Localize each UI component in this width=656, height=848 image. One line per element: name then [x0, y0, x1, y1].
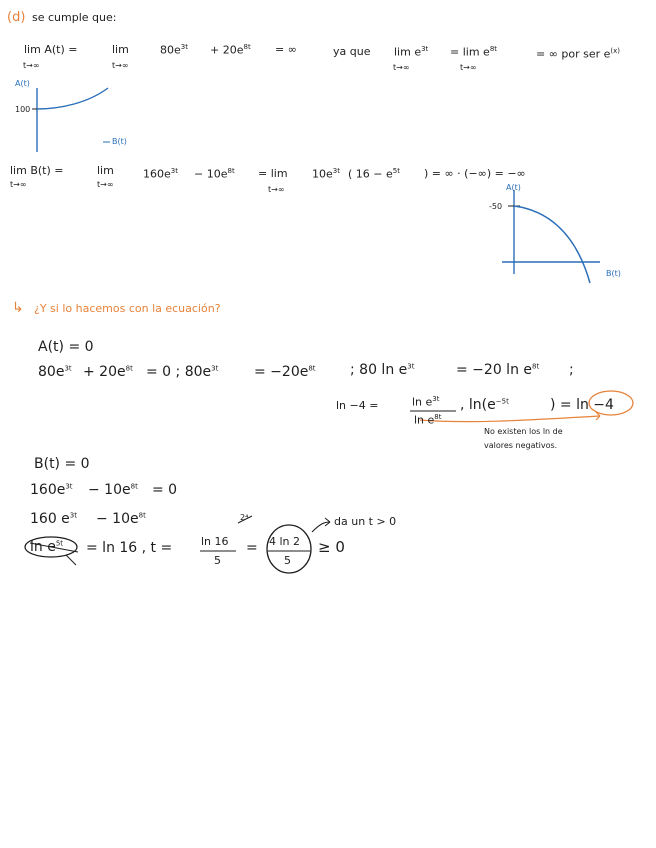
- lim-b-expr: $160e^{3t}$: [143, 167, 178, 181]
- eq-b-zero: = 0: [152, 482, 178, 498]
- eq-b-eq2: =: [246, 540, 258, 556]
- eq-a-20e: + $20e^{8t}$: [83, 364, 133, 380]
- eq-a-result: ) = ln −4: [550, 397, 614, 413]
- eq-a-semicolon: ;: [569, 362, 574, 378]
- lim-a-expr: $80e^{3t}$: [160, 43, 188, 57]
- eq-a-zero: = 0 ; $80e^{3t}$: [146, 364, 219, 380]
- part-intro: se cumple que:: [32, 11, 117, 24]
- lim-b-eq: = lim: [258, 167, 288, 180]
- graph-a-axis-label: A(t): [15, 79, 30, 88]
- eq-a-frac-den: $\ln e^{8t}$: [414, 413, 442, 427]
- eq-b-10e-line3: − $10e^{8t}$: [96, 511, 146, 527]
- eq-b-160e-line3: 160 $e^{3t}$: [30, 511, 77, 527]
- part-label: (d): [7, 10, 26, 25]
- eq-a-ln20: = −20 $\ln e^{8t}$: [456, 362, 540, 378]
- question-arrow: ↳: [12, 300, 24, 316]
- lim-b-paren: ( $16 - e^{5t}$: [348, 167, 400, 181]
- eq-b-10e: − $10e^{8t}$: [88, 482, 138, 498]
- da-note: da un t > 0: [334, 515, 397, 528]
- frac2-num: 4 ln 2: [269, 535, 301, 548]
- lim-a-sub: t→∞: [23, 61, 40, 70]
- graph-b-axis-label: A(t): [506, 183, 521, 192]
- eq-a-ln-neg4: ln −4 =: [336, 399, 379, 412]
- frac2-den: 5: [284, 554, 291, 567]
- graph-b-x-label: B(t): [606, 269, 621, 278]
- lim-e2-sub: t→∞: [460, 63, 477, 72]
- lim-b-lhs-sub: t→∞: [10, 180, 27, 189]
- lim-b-mid: lim: [97, 164, 114, 177]
- note-line1: No existen los ln de: [484, 427, 563, 436]
- lim-a-mid-sub: t→∞: [112, 61, 129, 70]
- lim-b-rhs: $10e^{3t}$: [312, 167, 340, 181]
- graph-a-tick: 100: [15, 105, 31, 114]
- lim-a-result: = ∞: [275, 43, 297, 56]
- lim-b-mid-sub: t→∞: [97, 180, 114, 189]
- graph-b-tick: -50: [489, 202, 503, 211]
- lim-a-mid: lim: [112, 43, 129, 56]
- pow-note: 2⁴: [240, 513, 249, 522]
- eq-a-80e: $80e^{3t}$: [38, 364, 72, 380]
- eq-a-ln80: ; 80 $\ln e^{3t}$: [350, 362, 415, 378]
- eq-b-ln-e5t: $\ln e^{5t}$: [30, 539, 64, 555]
- eq-b-geq: ≥ 0: [318, 538, 345, 556]
- eq-a-frac-num: $\ln e^{3t}$: [412, 395, 440, 409]
- lim-b-lhs: lim B(t) =: [10, 164, 64, 177]
- graph-a-x-label: B(t): [112, 137, 127, 146]
- lim-a-plus: + $20e^{8t}$: [210, 43, 251, 57]
- eq-a-neg20e: = $-20e^{8t}$: [254, 364, 316, 380]
- lim-a-lhs: lim A(t) =: [24, 43, 78, 56]
- frac1-num: ln 16: [201, 535, 229, 548]
- lim-b-eq-sub: t→∞: [268, 185, 285, 194]
- eq-b-160e: $160e^{3t}$: [30, 482, 73, 498]
- lim-e2: = $\lim e^{8t}$: [450, 45, 498, 59]
- lim-e-sub: t→∞: [393, 63, 410, 72]
- lim-e-tail: = ∞ por ser $e^{(x)}$: [536, 47, 620, 61]
- question-text: ¿Y si lo hacemos con la ecuación?: [34, 302, 221, 315]
- note-line2: valores negativos.: [484, 441, 558, 450]
- eq-a-line1: A(t) = 0: [38, 339, 94, 355]
- eq-b-ln16: = ln 16 , t =: [86, 540, 173, 556]
- lim-b-tail: ) = ∞ · (−∞) = −∞: [424, 167, 526, 180]
- eq-b-line1: B(t) = 0: [34, 456, 90, 472]
- lim-e: $\lim e^{3t}$: [394, 45, 429, 59]
- frac1-den: 5: [214, 554, 221, 567]
- eq-a-ln-e5t: , $\ln(e^{-5t}$: [460, 397, 509, 413]
- ya-que: ya que: [333, 45, 371, 58]
- lim-b-minus: − $10e^{8t}$: [194, 167, 235, 181]
